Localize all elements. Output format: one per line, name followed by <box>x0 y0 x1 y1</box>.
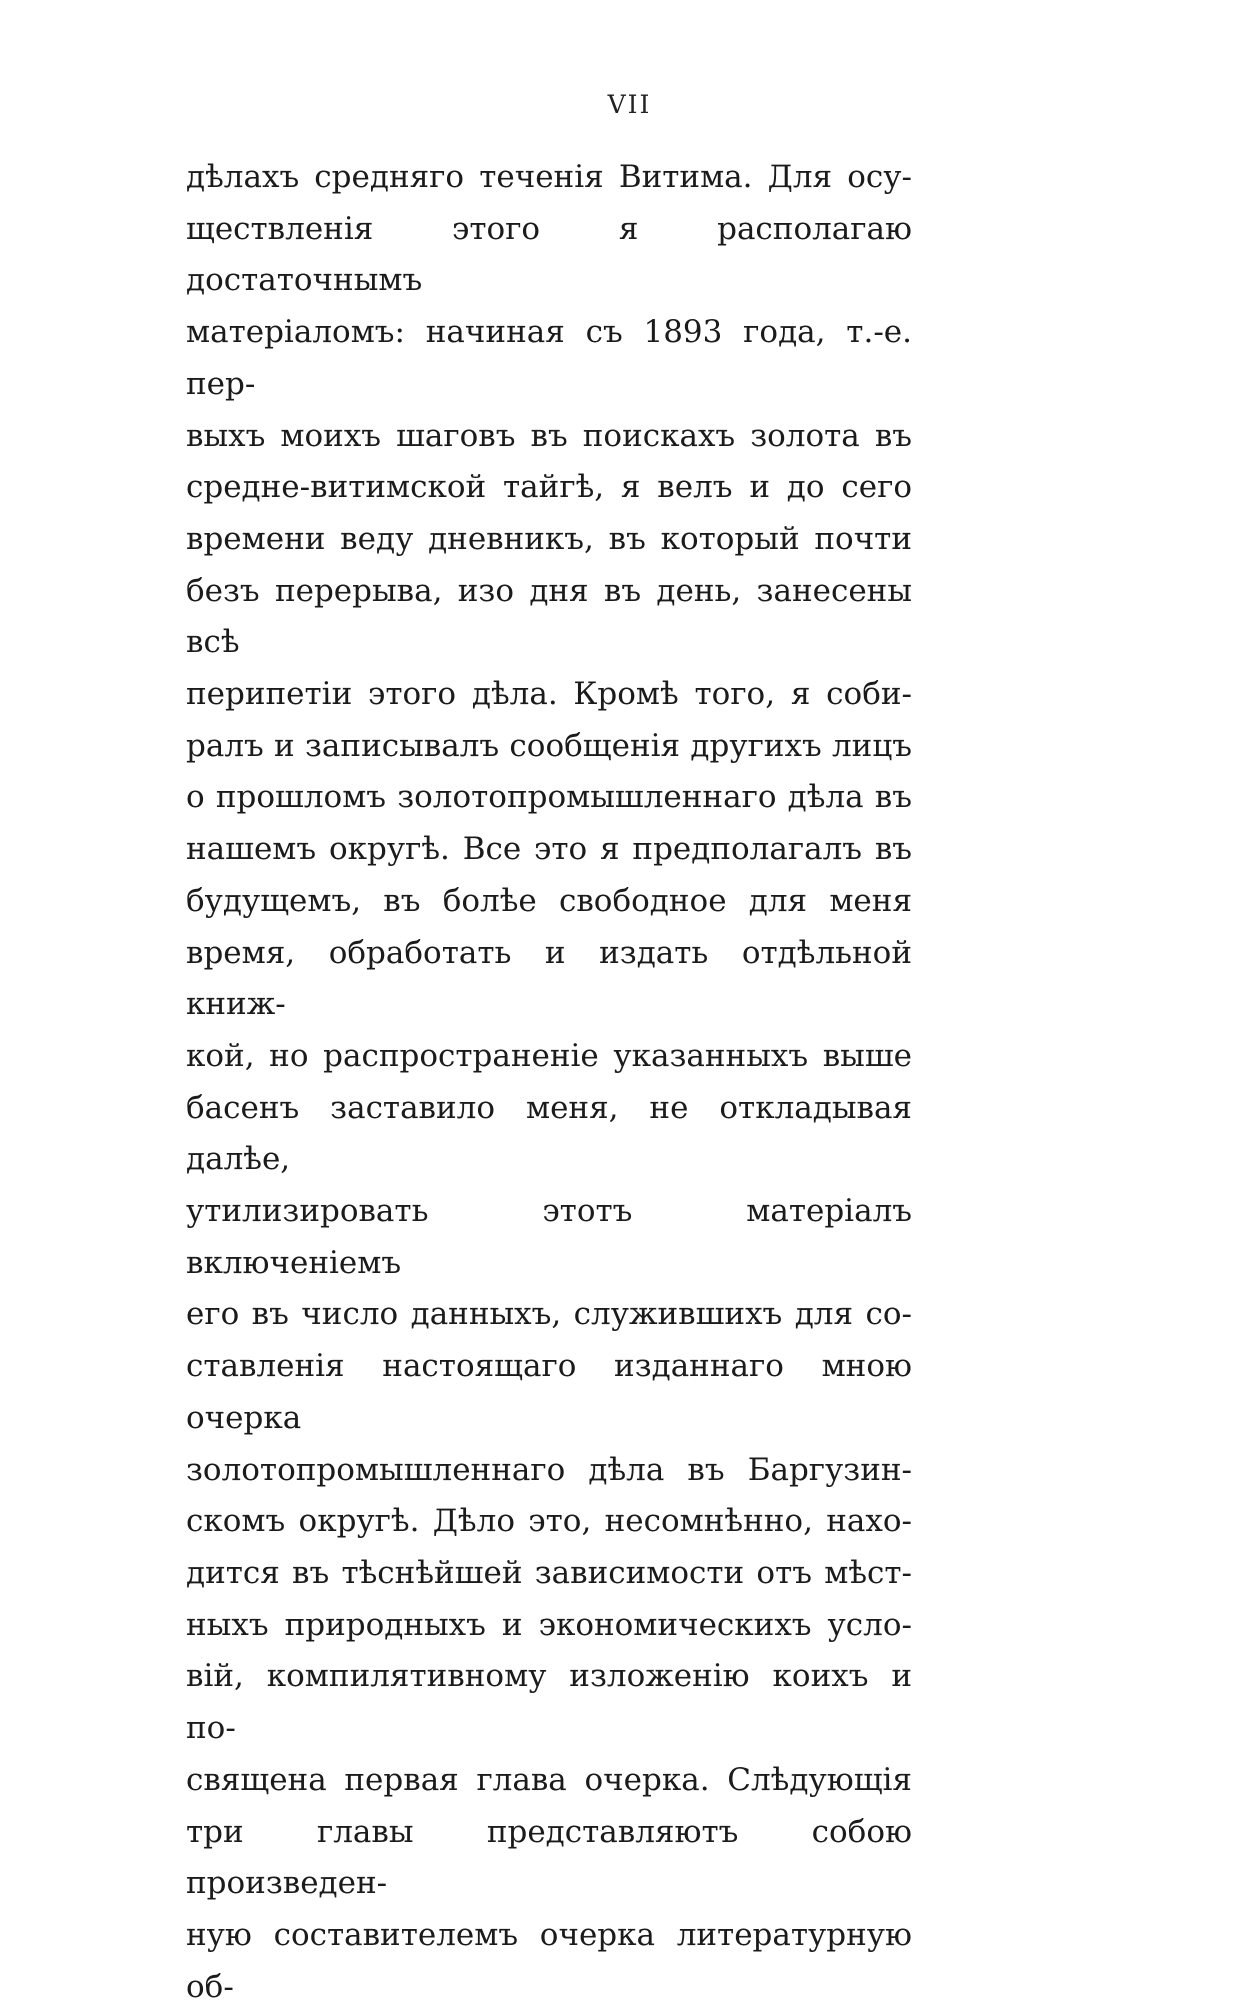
text-line: время, обработать и издать отдѣльной книж- <box>186 934 912 1023</box>
text-line: матеріаломъ: начиная съ 1893 года, т.-е. пер- <box>186 314 912 402</box>
text-line: скомъ округѣ. Дѣло это, несомнѣнно, нахо- <box>186 1503 912 1540</box>
text-line: средне-витимской тайгѣ, я велъ и до сего <box>186 469 912 506</box>
text-line: безъ перерыва, изо дня въ день, занесены всѣ <box>186 572 912 661</box>
text-line: о прошломъ золотопромышленнаго дѣла въ <box>186 779 912 816</box>
text-line: дѣлахъ средняго теченія Витима. Для осу- <box>186 159 912 195</box>
text-line: нашемъ округѣ. Все это я предполагалъ въ <box>186 831 912 868</box>
text-line: его въ число данныхъ, служившихъ для со- <box>186 1296 912 1333</box>
text-line: вій, компилятивному изложенію коихъ и по- <box>186 1658 912 1747</box>
text-line: золотопромышленнаго дѣла въ Баргузин- <box>186 1451 912 1488</box>
text-line: выхъ моихъ шаговъ въ поискахъ золота въ <box>186 417 912 454</box>
text-line: времени веду дневникъ, въ который почти <box>186 520 912 557</box>
text-line: ную составителемъ очерка литературную об- <box>186 1916 912 2005</box>
text-line: будущемъ, въ болѣе свободное для меня <box>186 882 912 919</box>
text-line: басенъ заставило меня, не откладывая далѣе, <box>186 1089 912 1178</box>
text-line: ныхъ природныхъ и экономическихъ усло- <box>186 1606 912 1643</box>
text-line: три главы представляютъ собою произведен- <box>186 1813 912 1902</box>
body-text <box>186 152 912 2013</box>
text-line: кой, но распространеніе указанныхъ выше <box>186 1037 912 1074</box>
text-line: ралъ и записывалъ сообщенія другихъ лицъ <box>186 727 912 764</box>
page-number: VII <box>607 90 652 119</box>
text-line: дится въ тѣснѣйшей зависимости отъ мѣст- <box>186 1554 912 1591</box>
text-line: утилизировать этотъ матеріалъ включеніемъ <box>186 1193 912 1281</box>
text-line: ществленія этого я располагаю достаточнымъ <box>186 210 912 299</box>
text-line: священа первая глава очерка. Слѣдующія <box>186 1761 912 1798</box>
text-line: ставленія настоящаго изданнаго мною очерка <box>186 1348 912 1436</box>
text-line: перипетіи этого дѣла. Кромѣ того, я соби- <box>186 676 912 713</box>
